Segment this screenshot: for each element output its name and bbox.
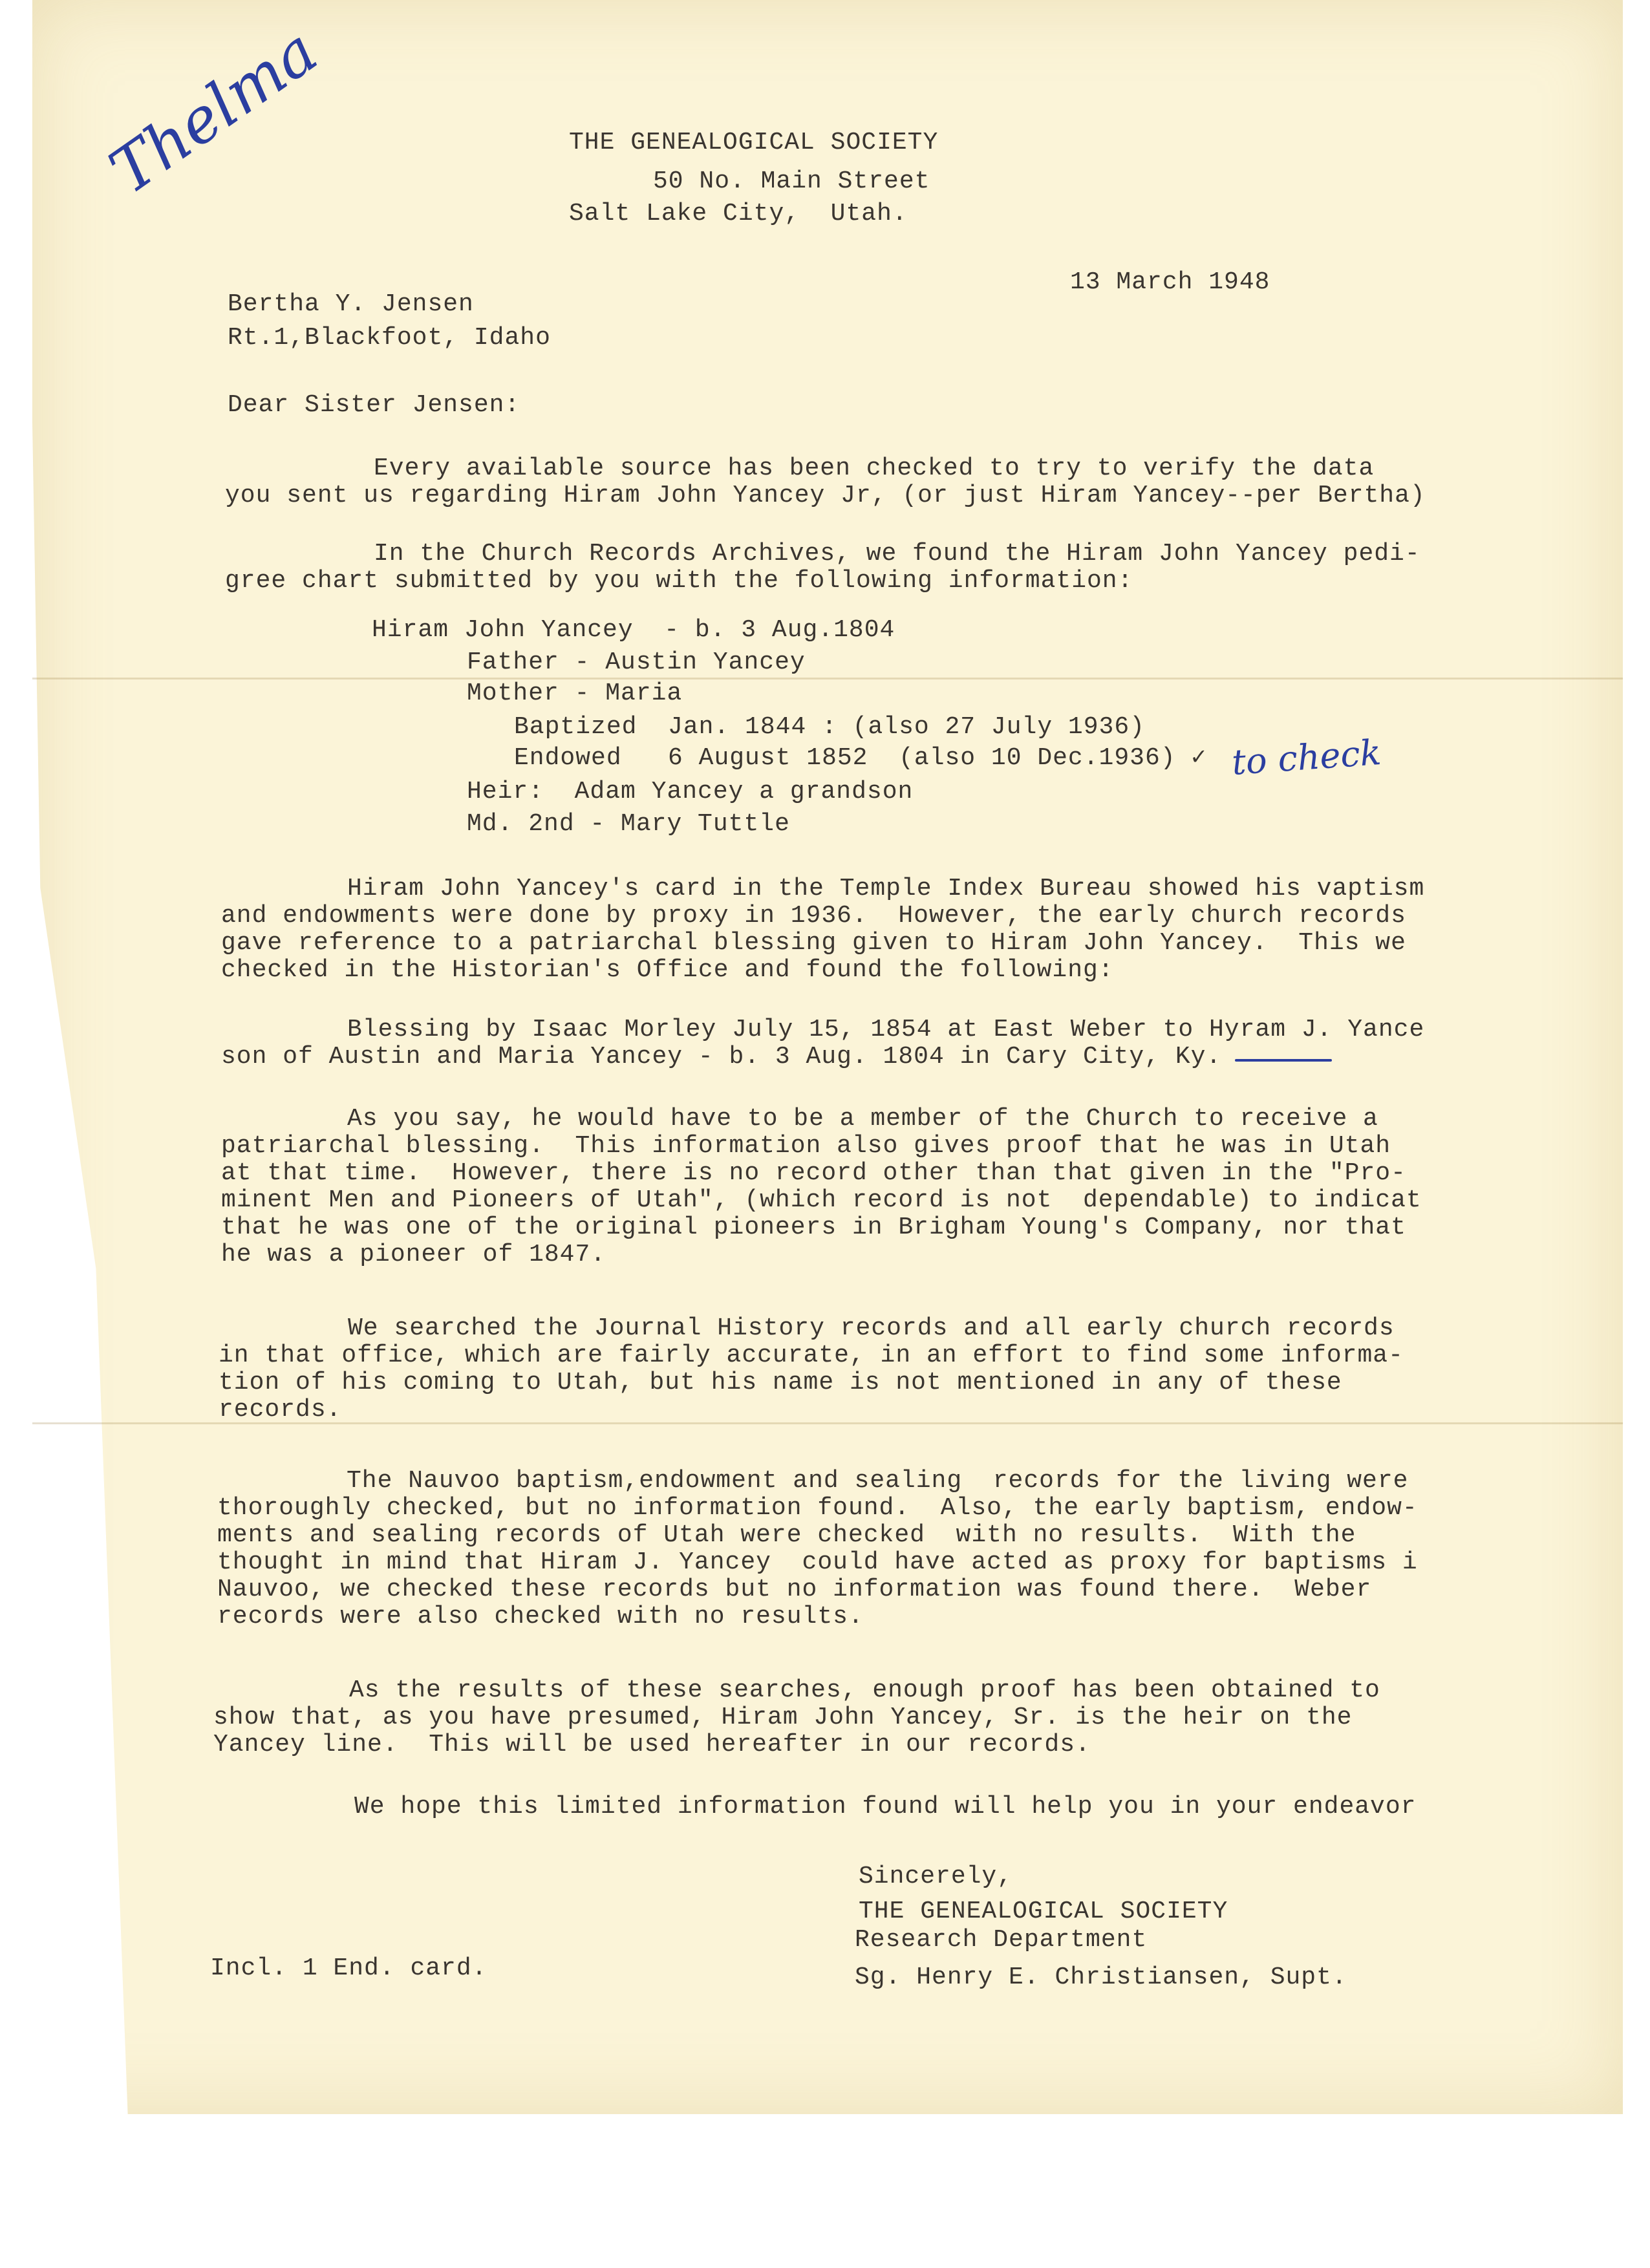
enclosure-note: Incl. 1 End. card. <box>210 1954 488 1982</box>
record-marriage: Md. 2nd - Mary Tuttle <box>467 810 790 838</box>
fold-line <box>32 678 1623 679</box>
paragraph-8 <box>213 1678 1380 1760</box>
text-line: Hiram John Yancey's card in the Temple Index Bureau showed his vaptism <box>347 875 1425 903</box>
text-line: As you say, he would have to be a member of the Church to receive a <box>347 1105 1378 1133</box>
record-endowed: Endowed 6 August 1852 (also 10 Dec.1936) ✓ <box>514 744 1207 772</box>
recipient-name: Bertha Y. Jensen <box>228 290 474 318</box>
record-hiram: Hiram John Yancey - b. 3 Aug.1804 <box>372 616 895 644</box>
text-line: checked in the Historian's Office and found the following: <box>221 956 1114 984</box>
record-baptized: Baptized Jan. 1844 : (also 27 July 1936) <box>514 713 1145 741</box>
text-line: records were also checked with no results. <box>217 1603 864 1631</box>
paragraph-4 <box>221 1018 1424 1072</box>
text-line: gave reference to a patriarchal blessing given to Hiram John Yancey. This we <box>221 929 1406 957</box>
text-line: We searched the Journal History records and all early church records <box>348 1314 1395 1342</box>
text-line: thought in mind that Hiram J. Yancey could have acted as proxy for baptisms i <box>217 1548 1418 1576</box>
text-line: gree chart submitted by you with the following information: <box>225 567 1133 595</box>
letter-date: 13 March 1948 <box>1070 268 1270 296</box>
paragraph-7 <box>217 1469 1418 1632</box>
paragraph-9: We hope this limited information found will help you in your endeavor <box>354 1793 1417 1821</box>
record-mother: Mother - Maria <box>467 679 683 707</box>
letterhead-street: 50 No. Main Street <box>653 167 930 195</box>
text-line: ments and sealing records of Utah were checked with no results. With the <box>217 1521 1356 1549</box>
paragraph-3 <box>221 877 1424 985</box>
letterhead-org: THE GENEALOGICAL SOCIETY <box>569 129 939 156</box>
text-line: minent Men and Pioneers of Utah", (which record is not dependable) to indicat <box>221 1186 1422 1214</box>
recipient-address: Rt.1,Blackfoot, Idaho <box>228 324 551 352</box>
text-line: Blessing by Isaac Morley July 15, 1854 at East Weber to Hyram J. Yance <box>347 1016 1425 1043</box>
text-line: tion of his coming to Utah, but his name is not mentioned in any of these <box>219 1369 1342 1396</box>
record-father: Father - Austin Yancey <box>467 648 806 676</box>
paragraph-2 <box>225 542 1420 596</box>
text-line: Every available source has been checked to try to verify the data <box>374 455 1375 482</box>
paragraph-5 <box>221 1107 1422 1270</box>
text-line: show that, as you have presumed, Hiram John Yancey, Sr. is the heir on the <box>213 1704 1353 1731</box>
letterhead-city: Salt Lake City, Utah. <box>569 200 908 228</box>
paragraph-1 <box>225 456 1426 511</box>
text-line: that he was one of the original pioneers in Brigham Young's Company, nor that <box>221 1214 1406 1241</box>
text-line: he was a pioneer of 1847. <box>221 1241 606 1268</box>
paragraph-6 <box>219 1316 1404 1425</box>
text-line: you sent us regarding Hiram John Yancey Jr, (or just Hiram Yancey--per Bertha) <box>225 482 1426 509</box>
text-line: The Nauvoo baptism,endowment and sealing records for the living were <box>347 1467 1409 1495</box>
closing-signer: Sg. Henry E. Christiansen, Supt. <box>855 1963 1347 1991</box>
closing-sincerely: Sincerely, <box>859 1863 1013 1890</box>
text-line: records. <box>219 1396 342 1424</box>
text-line: and endowments were done by proxy in 1936. However, the early church records <box>221 902 1406 930</box>
closing-org: THE GENEALOGICAL SOCIETY <box>859 1898 1228 1925</box>
ink-underline <box>1235 1059 1332 1062</box>
record-heir: Heir: Adam Yancey a grandson <box>467 778 914 806</box>
closing-department: Research Department <box>855 1926 1148 1954</box>
text-line: Nauvoo, we checked these records but no information was found there. Weber <box>217 1576 1372 1603</box>
text-line: Yancey line. This will be used hereafter in our records. <box>213 1731 1091 1759</box>
text-line: at that time. However, there is no record other than that given in the "Pro- <box>221 1159 1406 1187</box>
text-line: in that office, which are fairly accurate, in an effort to find some informa- <box>219 1342 1404 1369</box>
text-line: patriarchal blessing. This information also gives proof that he was in Utah <box>221 1132 1391 1160</box>
text-line: son of Austin and Maria Yancey - b. 3 Aug. 1804 in Cary City, Ky. <box>221 1043 1222 1071</box>
salutation: Dear Sister Jensen: <box>228 391 520 419</box>
text-line: In the Church Records Archives, we found the Hiram John Yancey pedi- <box>374 540 1420 568</box>
text-line: thoroughly checked, but no information found. Also, the early baptism, endow- <box>217 1494 1418 1522</box>
handwritten-name: Thelma <box>97 14 330 208</box>
text-line: As the results of these searches, enough proof has been obtained to <box>349 1676 1380 1704</box>
handwritten-note: to check <box>1230 732 1383 783</box>
